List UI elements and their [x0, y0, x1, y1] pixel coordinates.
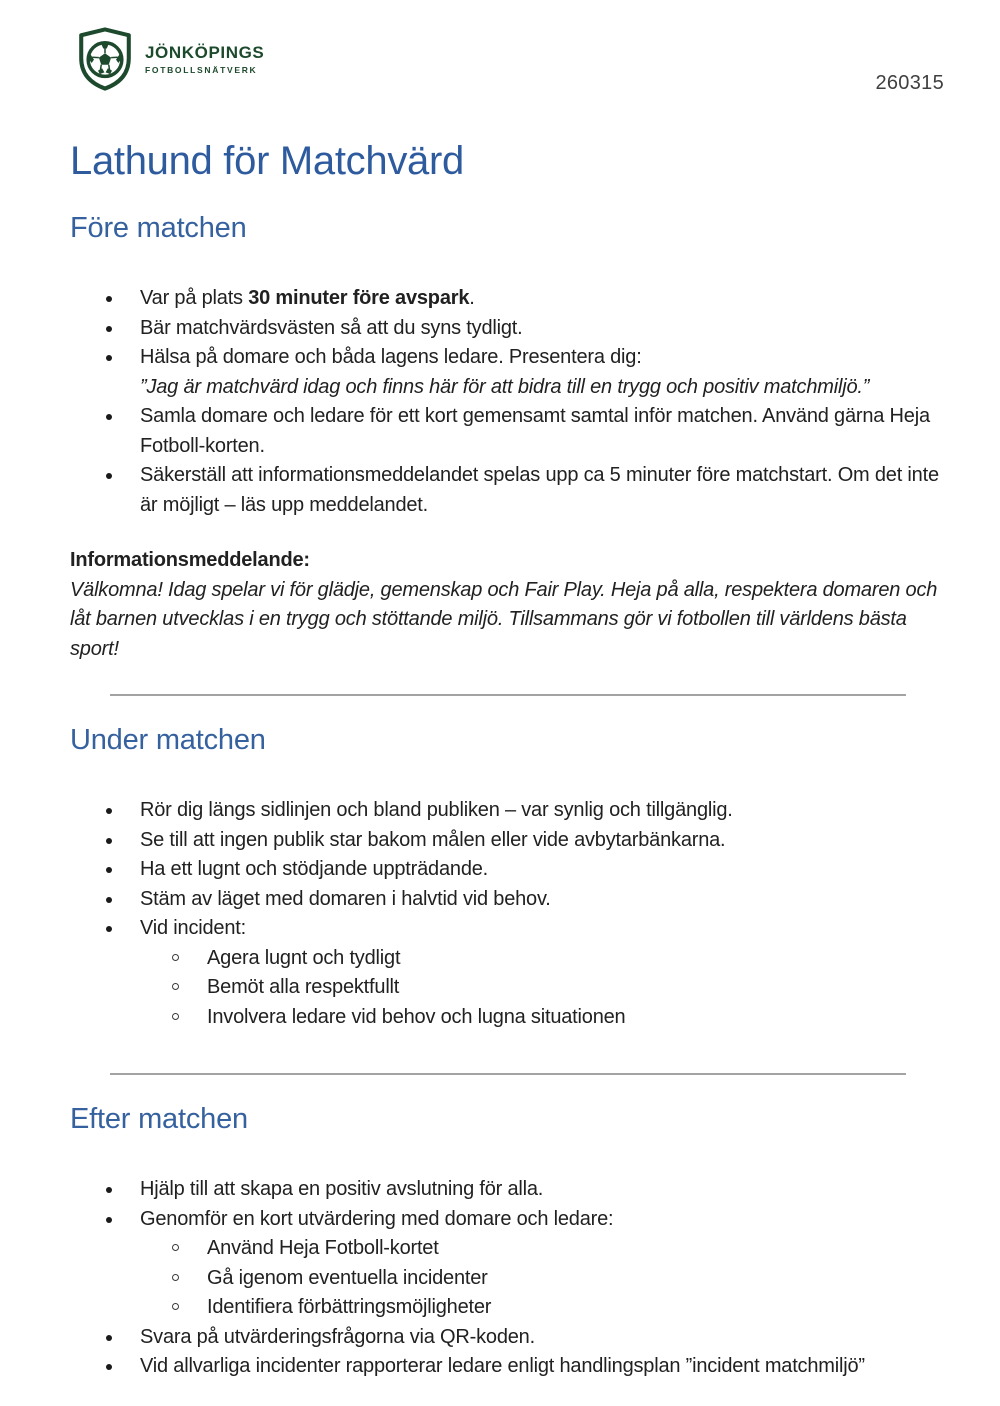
- section-heading-efter: Efter matchen: [70, 1103, 248, 1135]
- section-heading-fore: Före matchen: [70, 212, 247, 244]
- bullet-marker-icon: [106, 867, 112, 873]
- list-item: [70, 1205, 942, 1235]
- list-item-text: Bemöt alla respektfullt: [207, 976, 400, 998]
- page-title: Lathund för Matchvärd: [70, 139, 464, 183]
- list-item-text: Samla domare och ledare för ett kort gemensamt samtal inför matchen. Använd gärna Heja Fotboll-korten.: [140, 405, 930, 457]
- bullet-marker-icon: [106, 355, 112, 361]
- list-item-text: Ha ett lugnt och stödjande uppträdande.: [140, 858, 489, 880]
- bullet-marker-icon: [106, 808, 112, 814]
- bullet-marker-icon: [106, 296, 112, 302]
- bullet-list-fore: [70, 284, 942, 520]
- list-item: [70, 796, 942, 826]
- list-item: [70, 1323, 942, 1353]
- list-item-text: Identifiera förbättringsmöjligheter: [207, 1296, 492, 1318]
- bullet-marker-icon: [106, 1335, 112, 1341]
- info-text: Välkomna! Idag spelar vi för glädje, gemenskap och Fair Play. Heja på alla, respektera domaren och låt barnen utvecklas i en trygg och stöttande miljö. Tillsammans gör vi fotbollen till världens bästa sport!: [70, 578, 938, 660]
- club-logo: [76, 26, 264, 92]
- list-item-text: Bär matchvärdsvästen så att du syns tydligt.: [140, 316, 523, 339]
- list-item-text: Vid incident:: [140, 917, 246, 939]
- bullet-marker-icon: [106, 926, 112, 932]
- list-item: [70, 826, 942, 856]
- list-item-text: Genomför en kort utvärdering med domare och ledare:: [140, 1207, 614, 1230]
- list-item-text: Säkerställ att informationsmeddelandet spelas upp ca 5 minuter före matchstart. Om det inte är möjligt – läs upp meddelandet.: [140, 464, 939, 516]
- list-item: [70, 1352, 942, 1382]
- list-item-text: Hälsa på domare och båda lagens ledare. Presentera dig:: [140, 346, 642, 368]
- section-heading-under: Under matchen: [70, 724, 266, 756]
- list-item-text: Använd Heja Fotboll-kortet: [207, 1237, 439, 1259]
- sub-list-item: [70, 944, 942, 974]
- club-logo-text: [145, 43, 264, 76]
- circle-marker-icon: [172, 1013, 179, 1020]
- sub-list-item: [70, 1003, 942, 1033]
- list-item-text: Involvera ledare vid behov och lugna situationen: [207, 1005, 626, 1028]
- list-item: [70, 284, 942, 314]
- circle-marker-icon: [172, 1274, 179, 1281]
- list-item-text: Stäm av läget med domaren i halvtid vid behov.: [140, 887, 551, 910]
- club-name: JÖNKÖPINGS: [145, 42, 265, 62]
- club-subtitle: FOTBOLLSNÄTVERK: [145, 64, 258, 75]
- quote-line: ”Jag är matchvärd idag och finns här för att bidra till en trygg och positiv matchmiljö.”: [140, 375, 870, 398]
- list-item: [70, 855, 942, 885]
- doc-number: 260315: [875, 72, 944, 94]
- bold-text: 30 minuter före avspark: [248, 287, 470, 309]
- list-item-text: Var på plats 30 minuter före avspark.: [140, 287, 475, 309]
- list-item-text: Svara på utvärderingsfrågorna via QR-koden.: [140, 1325, 535, 1348]
- list-item: [70, 885, 942, 915]
- list-item-text: Gå igenom eventuella incidenter: [207, 1266, 488, 1289]
- sub-list-item: [70, 1234, 942, 1264]
- section-efter-matchen: [70, 1102, 942, 1382]
- circle-marker-icon: [172, 1244, 179, 1251]
- list-item: [70, 461, 942, 520]
- bullet-marker-icon: [106, 1187, 112, 1193]
- section-under-matchen: [70, 723, 942, 1032]
- bullet-list-under: [70, 796, 942, 1032]
- bullet-marker-icon: [106, 838, 112, 844]
- bullet-marker-icon: [106, 897, 112, 903]
- bullet-marker-icon: [106, 414, 112, 420]
- sub-list-item: [70, 1293, 942, 1323]
- info-message-block: [70, 546, 942, 664]
- list-item: [70, 343, 942, 402]
- list-item-text: Rör dig längs sidlinjen och bland publiken – var synlig och tillgänglig.: [140, 799, 733, 821]
- list-item-text: Vid allvarliga incidenter rapporterar ledare enligt handlingsplan ”incident matchmiljö”: [140, 1355, 865, 1377]
- circle-marker-icon: [172, 983, 179, 990]
- list-item-text: Hjälp till att skapa en positiv avslutning för alla.: [140, 1178, 544, 1200]
- list-item-text: Se till att ingen publik star bakom målen eller vide avbytarbänkarna.: [140, 828, 726, 851]
- bullet-marker-icon: [106, 326, 112, 332]
- section-divider: [110, 694, 906, 696]
- bullet-marker-icon: [106, 473, 112, 479]
- bullet-list-efter: [70, 1175, 942, 1382]
- section-fore-matchen: [70, 211, 942, 520]
- info-label: Informationsmeddelande:: [70, 549, 310, 571]
- list-item: [70, 402, 942, 461]
- sub-list-item: [70, 1264, 942, 1294]
- list-item: [70, 314, 942, 344]
- sub-list-item: [70, 973, 942, 1003]
- club-crest-icon: [76, 26, 134, 92]
- section-divider: [110, 1073, 906, 1075]
- list-item-text: Agera lugnt och tydligt: [207, 946, 401, 969]
- circle-marker-icon: [172, 954, 179, 961]
- list-item: [70, 914, 942, 944]
- circle-marker-icon: [172, 1303, 179, 1310]
- list-item: [70, 1175, 942, 1205]
- bullet-marker-icon: [106, 1364, 112, 1370]
- bullet-marker-icon: [106, 1217, 112, 1223]
